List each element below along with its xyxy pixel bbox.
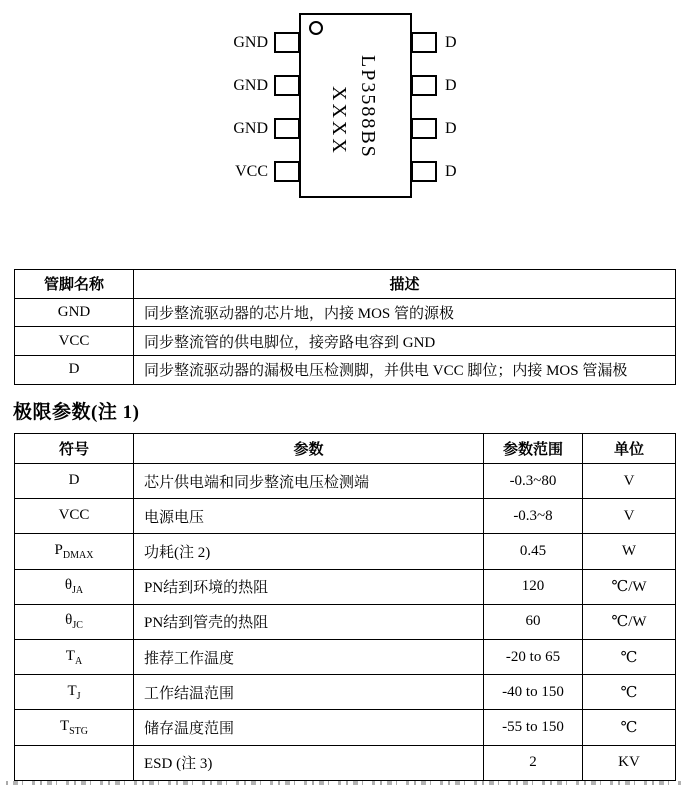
symbol-base: T <box>65 647 75 664</box>
table-row <box>15 534 676 569</box>
column-header-unit: 单位 <box>583 434 676 464</box>
range-cell: 2 <box>484 745 583 780</box>
table-row <box>15 639 676 674</box>
chip-package-diagram <box>0 0 687 240</box>
table-row <box>15 569 676 604</box>
pin-desc-cell: 同步整流驱动器的芯片地，内接 MOS 管的源极 <box>134 298 676 327</box>
unit-cell: ℃ <box>583 639 676 674</box>
range-cell: -55 to 150 <box>484 710 583 745</box>
symbol-subscript: JC <box>72 620 83 632</box>
pin-pad-left-1 <box>274 32 300 53</box>
pin-desc-cell: 同步整流管的供电脚位，接旁路电容到 GND <box>134 327 676 356</box>
range-cell: -40 to 150 <box>484 675 583 710</box>
pin-pad-left-3 <box>274 118 300 139</box>
chip-part-number: LP3588BS <box>357 55 379 159</box>
unit-cell: V <box>583 499 676 534</box>
pin-desc-cell: 同步整流驱动器的漏极电压检测脚，并供电 VCC 脚位；内接 MOS 管漏极 <box>134 356 676 385</box>
pin-pad-right-1 <box>411 32 437 53</box>
pin-name-cell: D <box>15 356 134 385</box>
pin-pad-left-4 <box>274 161 300 182</box>
pin-description-table <box>14 269 676 385</box>
pin1-marker-circle <box>309 21 323 35</box>
pin-name-cell: GND <box>15 298 134 327</box>
unit-cell: V <box>583 464 676 499</box>
range-cell: 120 <box>484 569 583 604</box>
pin-label-right-1: D <box>445 34 457 51</box>
unit-cell: ℃/W <box>583 569 676 604</box>
param-cell: 工作结温范围 <box>134 675 484 710</box>
table-row <box>15 327 676 356</box>
symbol-base: P <box>54 541 63 558</box>
param-cell: 功耗(注 2) <box>134 534 484 569</box>
table-header-row <box>15 434 676 464</box>
unit-cell: ℃ <box>583 675 676 710</box>
pin-label-right-4: D <box>445 163 457 180</box>
pin-pad-left-2 <box>274 75 300 96</box>
table-row <box>15 464 676 499</box>
symbol-cell <box>15 710 134 745</box>
range-cell: 60 <box>484 604 583 639</box>
unit-cell: ℃/W <box>583 604 676 639</box>
symbol-cell <box>15 499 134 534</box>
pin-pad-right-2 <box>411 75 437 96</box>
range-cell: 0.45 <box>484 534 583 569</box>
symbol-base: θ <box>65 612 73 629</box>
column-header-description: 描述 <box>134 270 676 299</box>
range-cell: -20 to 65 <box>484 639 583 674</box>
param-cell: 推荐工作温度 <box>134 639 484 674</box>
unit-cell: ℃ <box>583 710 676 745</box>
column-header-symbol: 符号 <box>15 434 134 464</box>
symbol-cell <box>15 464 134 499</box>
column-header-pin-name: 管脚名称 <box>15 270 134 299</box>
param-cell: PN结到环境的热阻 <box>134 569 484 604</box>
param-cell: ESD (注 3) <box>134 745 484 780</box>
pin-pad-right-4 <box>411 161 437 182</box>
symbol-subscript: JA <box>72 585 84 597</box>
symbol-cell <box>15 569 134 604</box>
column-header-range: 参数范围 <box>484 434 583 464</box>
range-cell: -0.3~8 <box>484 499 583 534</box>
param-cell: PN结到管壳的热阻 <box>134 604 484 639</box>
symbol-subscript: A <box>74 655 83 667</box>
unit-cell: W <box>583 534 676 569</box>
unit-cell: KV <box>583 745 676 780</box>
param-cell: 芯片供电端和同步整流电压检测端 <box>134 464 484 499</box>
symbol-subscript: STG <box>69 725 89 737</box>
column-header-parameter: 参数 <box>134 434 484 464</box>
table-row <box>15 710 676 745</box>
pin-name-cell: VCC <box>15 327 134 356</box>
symbol-cell <box>15 675 134 710</box>
pin-pad-right-3 <box>411 118 437 139</box>
table-row <box>15 499 676 534</box>
chip-marking: XXXX <box>328 86 350 156</box>
symbol-base: T <box>59 717 70 734</box>
pin-label-left-4: VCC <box>235 163 268 180</box>
clipped-footnote-line <box>6 781 681 785</box>
pin-label-right-3: D <box>445 120 457 137</box>
range-cell: -0.3~80 <box>484 464 583 499</box>
symbol-cell <box>15 745 134 780</box>
symbol-base: T <box>67 682 77 699</box>
pin-label-right-2: D <box>445 77 457 94</box>
param-cell: 储存温度范围 <box>134 710 484 745</box>
symbol-cell <box>15 639 134 674</box>
symbol-cell <box>15 604 134 639</box>
symbol-base: VCC <box>58 506 90 523</box>
table-row <box>15 675 676 710</box>
table-row <box>15 745 676 780</box>
table-row <box>15 604 676 639</box>
pin-label-left-3: GND <box>233 120 268 137</box>
symbol-base: D <box>68 471 80 488</box>
param-cell: 电源电压 <box>134 499 484 534</box>
symbol-subscript: DMAX <box>62 549 94 561</box>
table-row <box>15 356 676 385</box>
symbol-subscript: J <box>76 690 81 702</box>
table-row <box>15 298 676 327</box>
table-header-row <box>15 270 676 299</box>
symbol-cell <box>15 534 134 569</box>
pin-label-left-2: GND <box>233 77 268 94</box>
pin-label-left-1: GND <box>233 34 268 51</box>
limits-table <box>14 433 676 781</box>
symbol-base: θ <box>64 577 73 594</box>
section-title: 极限参数(注 1) <box>13 402 140 423</box>
